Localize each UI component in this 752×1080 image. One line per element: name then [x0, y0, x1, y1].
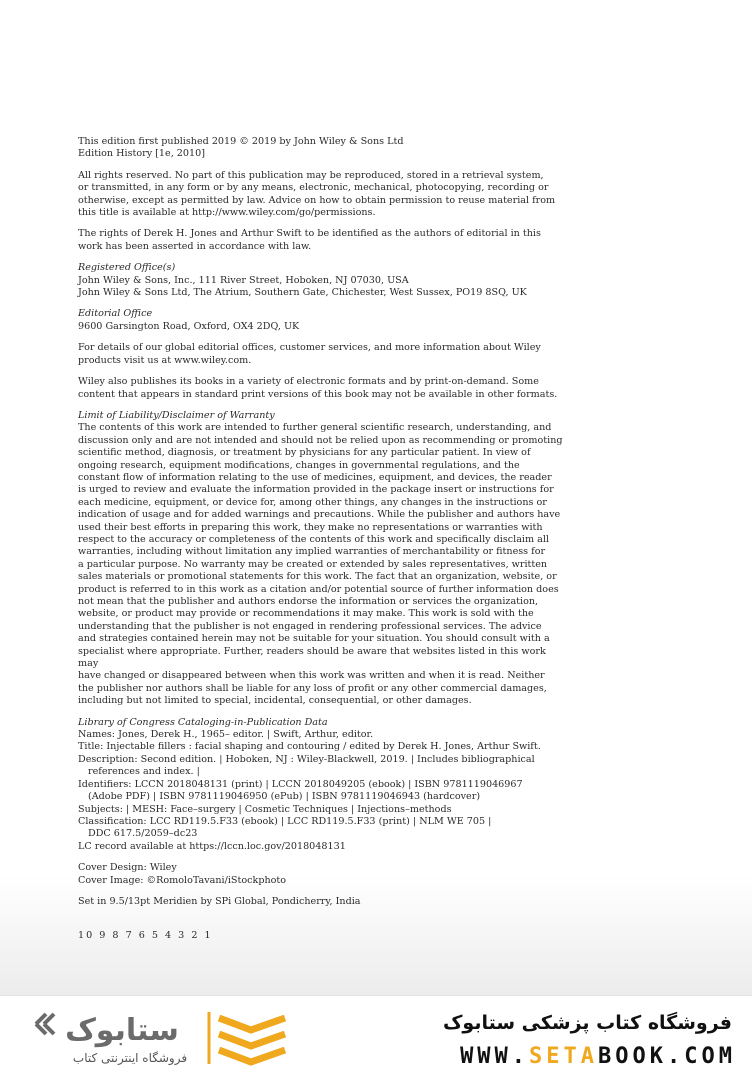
store-name: فروشگاه کتاب پزشکی ستابوک	[442, 1012, 732, 1034]
cip-line: Identifiers: LCCN 2018048131 (print) | LCCN 2018049205 (ebook) | ISBN 9781119046967	[78, 778, 523, 790]
text-line: website, or product may provide or recommendations it may make. This work is sold with the	[78, 608, 534, 620]
cip-line: Classification: LCC RD119.5.F33 (ebook) | LCC RD119.5.F33 (print) | NLM WE 705 |	[78, 815, 492, 827]
text-line: The contents of this work are intended to further general scientific research, understanding, and	[78, 422, 552, 434]
cip-line: Subjects: | MESH: Face–surgery | Cosmetic Techniques | Injections–methods	[78, 803, 452, 815]
text-line: not mean that the publisher and authors endorse the information or services the organization,	[78, 596, 539, 607]
cover-credits	[78, 862, 568, 887]
section-title: Library of Congress Cataloging-in-Publication Data	[78, 716, 328, 728]
cip-line: LC record available at https://lccn.loc.gov/2018048131	[78, 840, 346, 852]
url-suffix: BOOK.COM	[598, 1044, 736, 1069]
setabook-logo-wordmark	[30, 1010, 200, 1070]
text-line: the publisher nor authors shall be liable for any loss of profit or any other commercial damages,	[78, 682, 547, 694]
text-line: including but not limited to special, incidental, consequential, or other damages.	[78, 695, 472, 707]
store-banner	[0, 995, 752, 1080]
text-line: this title is available at http://www.wiley.com/go/permissions.	[78, 207, 376, 219]
text-line: otherwise, except as permitted by law. Advice on how to obtain permission to reuse material from	[78, 194, 556, 206]
registered-office-section	[78, 262, 568, 299]
logo-subtitle: فروشگاه اینترنتی کتاب	[72, 1051, 188, 1065]
typeset-note	[78, 896, 568, 908]
text-line: Cover Image: ©RomoloTavani/iStockphoto	[78, 874, 287, 886]
text-line: John Wiley & Sons Ltd, The Atrium, Southern Gate, Chichester, West Sussex, PO19 8SQ, UK	[78, 287, 527, 299]
url-accent: SETA	[529, 1044, 599, 1069]
store-url[interactable]	[460, 1044, 736, 1069]
text-line: specialist where appropriate. Further, readers should be aware that websites listed in this work may	[78, 645, 546, 670]
cip-line: (Adobe PDF) | ISBN 9781119046950 (ePub) | ISBN 9781119046943 (hardcover)	[88, 791, 481, 803]
cip-line: Names: Jones, Derek H., 1965– editor. | Swift, Arthur, editor.	[78, 729, 374, 741]
copyright-page-content	[78, 136, 568, 943]
edition-history: Edition History [1e, 2010]	[78, 148, 205, 160]
url-prefix: WWW.	[460, 1044, 530, 1069]
text-line: John Wiley & Sons, Inc., 111 River Street, Hoboken, NJ 07030, USA	[78, 274, 409, 286]
editorial-office-section	[78, 308, 568, 333]
text-line: understanding that the publisher is not engaged in rendering professional services. The advice	[78, 620, 542, 632]
text-line: a particular purpose. No warranty may be created or extended by sales representatives, written	[78, 558, 548, 570]
text-line: constant flow of information relating to the use of medicines, equipment, and devices, the reader	[78, 471, 552, 483]
logo-word: ستابوک	[65, 1013, 179, 1048]
cip-section	[78, 717, 568, 853]
printer-key: 10 9 8 7 6 5 4 3 2 1	[78, 930, 213, 942]
rights-paragraph	[78, 170, 568, 220]
text-line: respect to the accuracy or completeness of the contents of this work and specifically disclaim all	[78, 533, 549, 545]
text-line: indication of usage and for added warnings and precautions. While the publisher and authors have	[78, 509, 561, 521]
text-line: Cover Design: Wiley	[78, 862, 177, 874]
text-line: For details of our global editorial offices, customer services, and more information about Wiley	[78, 342, 541, 354]
cip-line: Title: Injectable fillers : facial shaping and contouring / edited by Derek H. Jones, Arthur Swift.	[78, 741, 541, 753]
text-line: warranties, including without limitation any implied warranties of merchantability or fitness for	[78, 546, 546, 558]
text-line: or transmitted, in any form or by any means, electronic, mechanical, photocopying, recording or	[78, 182, 549, 194]
section-title: Editorial Office	[78, 308, 153, 320]
text-line: All rights reserved. No part of this publication may be reproduced, stored in a retrieval system,	[78, 169, 544, 181]
details-paragraph	[78, 342, 568, 367]
text-line: scientific method, diagnosis, or treatment by physicians for any particular patient. In view of	[78, 447, 531, 459]
text-line: products visit us at www.wiley.com.	[78, 354, 252, 366]
text-line: have changed or disappeared between when this work was written and when it is read. Neither	[78, 670, 545, 682]
authors-rights-paragraph	[78, 228, 568, 253]
copyright-notice	[78, 136, 568, 161]
copyright-line: This edition first published 2019 © 2019 by John Wiley & Sons Ltd	[78, 136, 404, 147]
liability-section	[78, 410, 568, 708]
text-line: 9600 Garsington Road, Oxford, OX4 2DQ, UK	[78, 320, 300, 332]
section-title: Registered Office(s)	[78, 262, 176, 274]
section-title: Limit of Liability/Disclaimer of Warranty	[78, 409, 275, 421]
text-line: ongoing research, equipment modifications, changes in governmental regulations, and the	[78, 459, 520, 471]
book-stack-icon	[205, 1006, 295, 1070]
formats-paragraph	[78, 376, 568, 401]
text-line: work has been asserted in accordance with law.	[78, 240, 312, 252]
text-line: content that appears in standard print versions of this book may not be available in other formats.	[78, 388, 558, 400]
text-line: each medicine, equipment, or device for, among other things, any changes in the instructions or	[78, 496, 547, 508]
text-line: sales materials or promotional statements for this work. The fact that an organization, website, or	[78, 571, 557, 583]
cip-line: Description: Second edition. | Hoboken, NJ : Wiley-Blackwell, 2019. | Includes bibliographical	[78, 753, 535, 765]
cip-line: references and index. |	[88, 766, 200, 778]
text-line: and strategies contained herein may not be suitable for your situation. You should consult with a	[78, 633, 550, 645]
text-line: discussion only and are not intended and should not be relied upon as recommending or promoting	[78, 434, 563, 446]
text-line: is urged to review and evaluate the information provided in the package insert or instructions for	[78, 484, 554, 496]
text-line: Wiley also publishes its books in a variety of electronic formats and by print-on-demand. Some	[78, 376, 539, 388]
cip-line: DDC 617.5/2059–dc23	[88, 828, 198, 840]
text-line: used their best efforts in preparing this work, they make no representations or warranties with	[78, 521, 543, 533]
text-line: The rights of Derek H. Jones and Arthur Swift to be identified as the authors of editorial in this	[78, 228, 541, 240]
text-line: Set in 9.5/13pt Meridien by SPi Global, Pondicherry, India	[78, 895, 361, 907]
text-line: product is referred to in this work as a citation and/or potential source of further information does	[78, 583, 559, 595]
